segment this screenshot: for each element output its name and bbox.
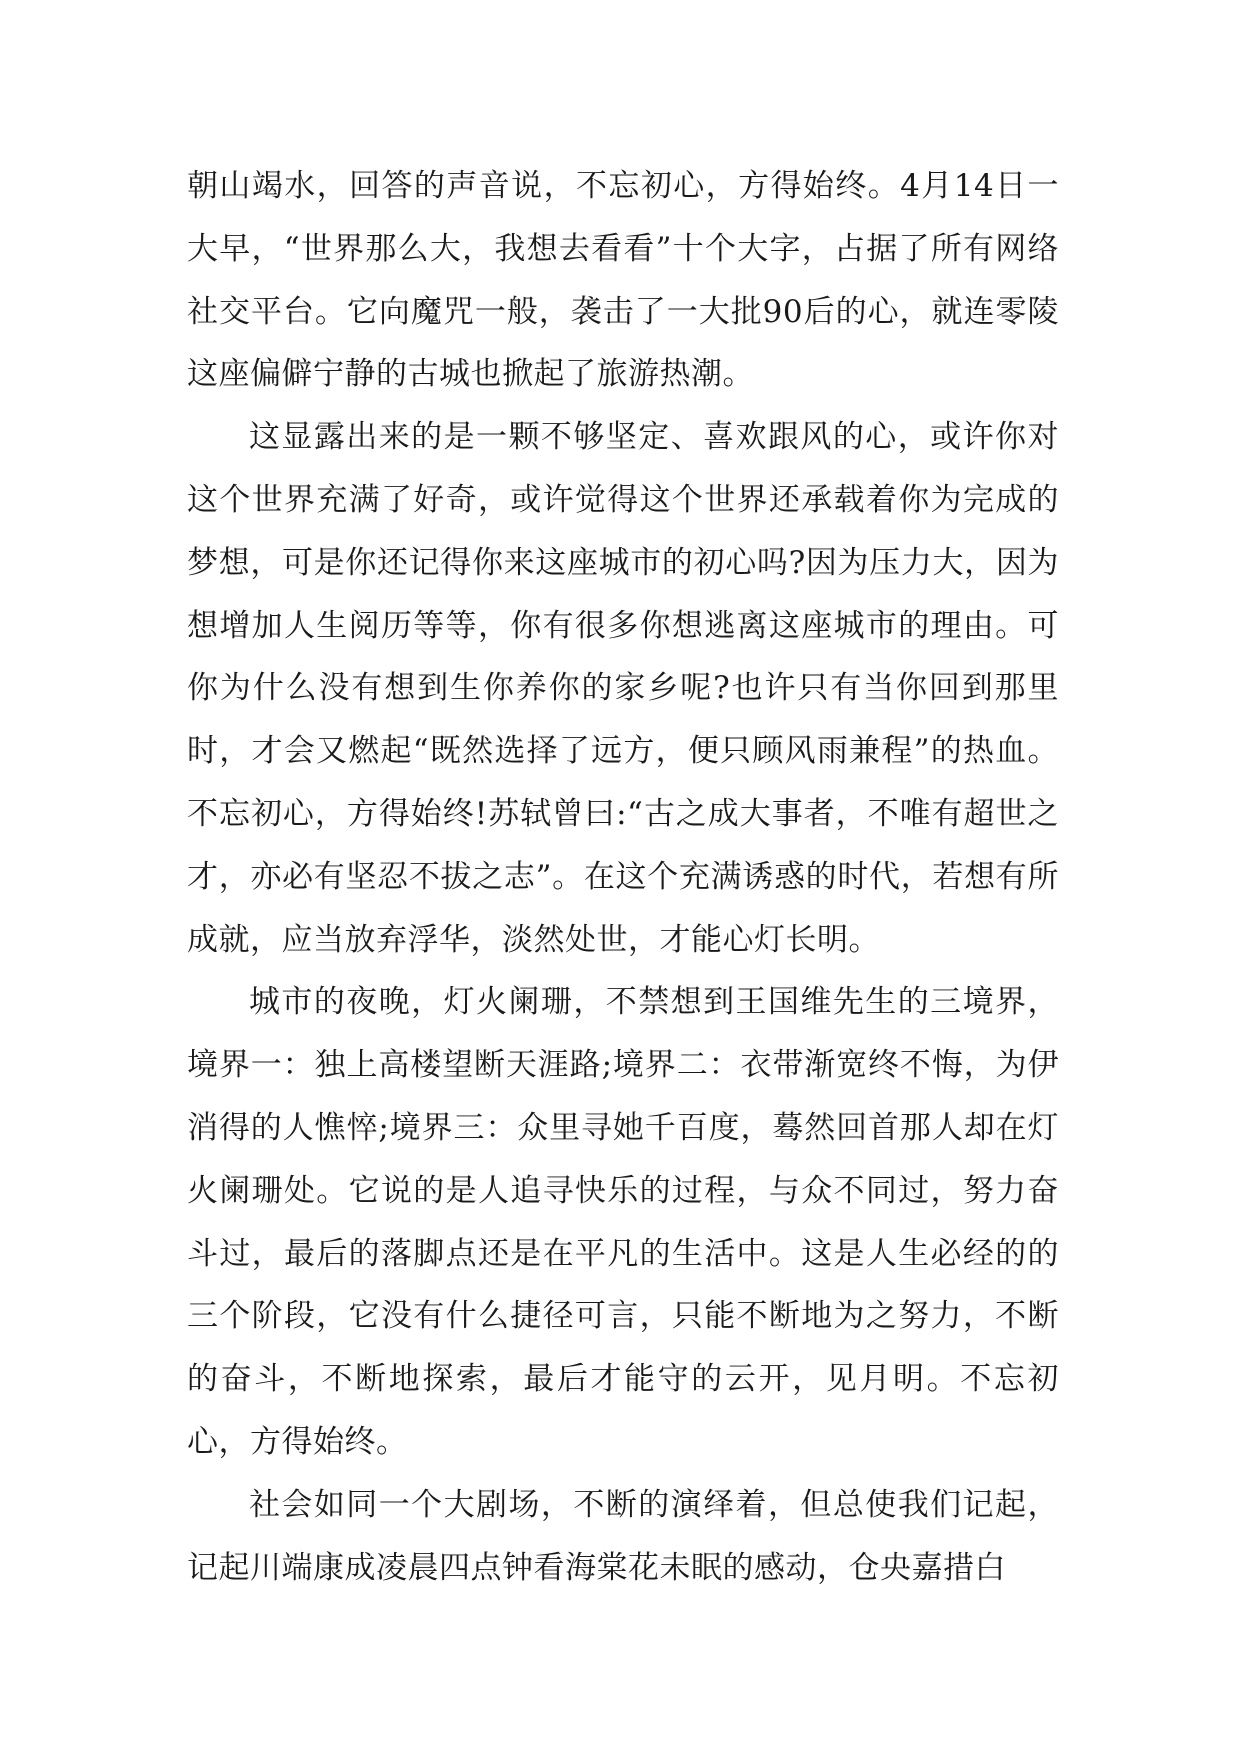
body-text — [187, 155, 1059, 1599]
paragraph-1: 朝山竭水，回答的声音说，不忘初心，方得始终。4月14日一大早，“世界那么大，我想去看看”十个大字，占据了所有网络社交平台。它向魔咒一般，袭击了一大批90后的心，就连零陵这座偏僻宁静的古城也掀起了旅游热潮。 — [187, 168, 1059, 393]
paragraph-4: 社会如同一个大剧场，不断的演绎着，但总使我们记起，记起川端康成凌晨四点钟看海棠花未眠的感动，仓央嘉措白 — [187, 1486, 1059, 1586]
paragraph-2: 这显露出来的是一颗不够坚定、喜欢跟风的心，或许你对这个世界充满了好奇，或许觉得这个世界还承载着你为完成的梦想，可是你还记得你来这座城市的初心吗?因为压力大，因为想增加人生阅历等等，你有很多你想逃离这座城市的理由。可你为什么没有想到生你养你的家乡呢?也许只有当你回到那里时，才会又燃起“既然选择了远方，便只顾风雨兼程”的热血。不忘初心，方得始终!苏轼曾曰:“古之成大事者，不唯有超世之才，亦必有坚忍不拔之志”。在这个充满诱惑的时代，若想有所成就，应当放弃浮华，淡然处世，才能心灯长明。 — [187, 419, 1059, 958]
paragraph-3: 城市的夜晚，灯火阑珊，不禁想到王国维先生的三境界，境界一：独上高楼望断天涯路;境界二：衣带渐宽终不悔，为伊消得的人憔悴;境界三：众里寻她千百度，蓦然回首那人却在灯火阑珊处。它说的是人追寻快乐的过程，与众不同过，努力奋斗过，最后的落脚点还是在平凡的生活中。这是人生必经的的三个阶段，它没有什么捷径可言，只能不断地为之努力，不断的奋斗，不断地探索，最后才能守的云开，见月明。不忘初心，方得始终。 — [187, 984, 1059, 1460]
